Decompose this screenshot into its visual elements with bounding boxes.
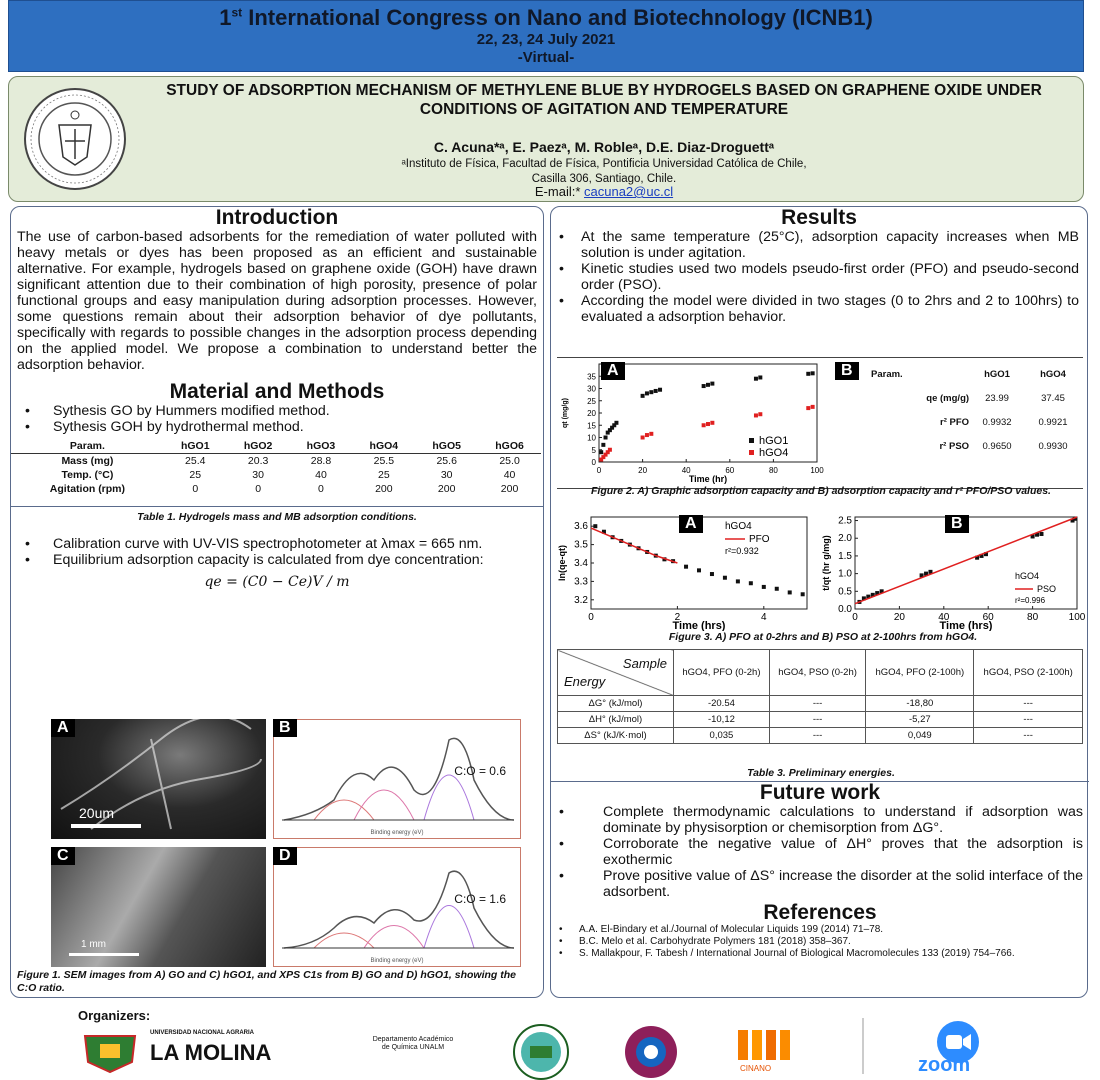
fig2-table-wrap bbox=[831, 358, 1081, 488]
t1-header: hGO3 bbox=[290, 439, 353, 454]
results-bullet-2: • Kinetic studies used two models pseudo-first order (PFO) and pseudo-second order (PSO). bbox=[551, 261, 1087, 293]
fig1-label-a: A bbox=[51, 719, 75, 737]
fig1-label-c: C bbox=[51, 847, 75, 865]
fig2-label-b: B bbox=[835, 362, 859, 380]
legend-label-pfo: PFO bbox=[749, 534, 770, 545]
data-point-hgo4 bbox=[811, 405, 815, 409]
y-tick-label: 25 bbox=[587, 396, 596, 406]
data-point-hgo4 bbox=[710, 421, 714, 425]
fig2-cell: 0.9930 bbox=[1038, 440, 1068, 452]
future-section bbox=[551, 781, 1089, 960]
x-tick-label: 20 bbox=[893, 612, 905, 623]
t1-cell: 200 bbox=[500, 483, 519, 495]
data-point-hgo1 bbox=[706, 383, 710, 387]
data-point-hgo4 bbox=[806, 406, 810, 410]
sem-image-c bbox=[51, 847, 266, 967]
t3-cell: --- bbox=[769, 712, 865, 728]
y-axis-label: ln(qe-qt) bbox=[557, 545, 567, 581]
data-point-hgo1 bbox=[654, 389, 658, 393]
t3-cell: -20.54 bbox=[674, 696, 770, 712]
t3-cell: -5,27 bbox=[866, 712, 974, 728]
figure-1-caption: Figure 1. SEM images from A) GO and C) hGO1, and XPS C1s from B) GO and D) hGO1, showing the C:O ratio. bbox=[17, 969, 517, 994]
fig2-table bbox=[831, 362, 1081, 458]
data-point-hgo1 bbox=[758, 375, 762, 379]
t1-cell: 25.6 bbox=[436, 455, 457, 467]
affiliation-line-1: ᵃInstituto de Física, Facultad de Física, Pontificia Universidad Católica de Chile, bbox=[401, 158, 807, 170]
x-tick-label: 60 bbox=[725, 466, 735, 475]
cinano-label: CINANO bbox=[740, 1064, 772, 1073]
data-point-hgo1 bbox=[599, 450, 603, 454]
intro-text: The use of carbon-based adsorbents for the remediation of water polluted with heavy metals or dyes has been proposed as an efficient and sustainable alternative. For example, hydrogels based on graphene oxide (GOH) have drawn significant attention due to their combination of high porosity, presence of polar functional groups and easy manipulation during adsorption processes. However, some questions remain about their adsorption behavior of dye pollutants, specifically with regards to possible changes in the adsorption process depending on the applied model. We propose a combination to understand better the adsorption behavior. bbox=[17, 229, 537, 373]
y-axis-label: qt (mg/g) bbox=[562, 398, 569, 428]
t1-cell: 0 bbox=[318, 483, 324, 495]
t1-header: hGO5 bbox=[415, 439, 478, 454]
t1-cell: 20.3 bbox=[247, 455, 269, 467]
university-seal-icon bbox=[21, 85, 129, 193]
t1-cell: 200 bbox=[375, 483, 393, 495]
t3-cell: 0,049 bbox=[866, 728, 974, 744]
legend-label-pso: PSO bbox=[1037, 584, 1057, 594]
la-molina-shield-icon bbox=[80, 1034, 140, 1074]
t1-header: hGO1 bbox=[164, 439, 227, 454]
fig2-cell: r² PSO bbox=[939, 440, 970, 452]
t1-cell: Agitation (rpm) bbox=[49, 483, 126, 495]
x-axis-label: Time (hr) bbox=[688, 474, 728, 484]
t1-cell: 0 bbox=[192, 483, 199, 495]
data-point-hgo4 bbox=[706, 422, 710, 426]
t1-cell: 40 bbox=[315, 469, 327, 481]
data-point-hgo4 bbox=[593, 524, 597, 528]
y-tick-label: 5 bbox=[591, 445, 596, 455]
t1-cell: Temp. (°C) bbox=[61, 469, 114, 481]
x-tick-label: 40 bbox=[681, 466, 691, 475]
x-tick-label: 4 bbox=[761, 612, 767, 623]
x-tick-label: 40 bbox=[938, 612, 950, 623]
fig2a-chart bbox=[557, 358, 827, 488]
t1-cell: 40 bbox=[503, 469, 516, 481]
t1-cell: 28.8 bbox=[310, 455, 332, 467]
organizers-footer bbox=[0, 1008, 1100, 1080]
table-row bbox=[831, 434, 1081, 458]
reference-item: • B.C. Melo et al. Carbohydrate Polymers 181 (2018) 358–367. bbox=[551, 936, 1089, 948]
table-row bbox=[11, 482, 541, 496]
legend-label-hgo4: hGO4 bbox=[725, 521, 752, 532]
table-row bbox=[831, 410, 1081, 434]
data-point-hgo1 bbox=[710, 382, 714, 386]
data-point-hgo4 bbox=[608, 448, 612, 452]
t3-cell: --- bbox=[974, 728, 1083, 744]
sem-image-a bbox=[51, 719, 266, 839]
x-tick-label: 60 bbox=[982, 612, 994, 623]
future-bullet-2: • Corroborate the negative value of ΔH° proves that the adsorption is exothermic bbox=[551, 836, 1089, 868]
y-tick-label: 2.5 bbox=[838, 515, 852, 527]
fig3-label-b: B bbox=[945, 515, 969, 533]
left-panel bbox=[10, 206, 544, 998]
t1-header: hGO6 bbox=[478, 439, 541, 454]
data-point-hgo4 bbox=[736, 579, 740, 583]
data-point-hgo4 bbox=[723, 576, 727, 580]
data-point-hgo4 bbox=[801, 592, 805, 596]
email-label: E-mail:* bbox=[534, 184, 585, 199]
r2-label-b: r²=0.996 bbox=[1015, 596, 1046, 605]
t1-cell: 25.4 bbox=[185, 455, 206, 467]
data-point-hgo4 bbox=[762, 585, 766, 589]
xps-curve-b bbox=[274, 720, 520, 838]
data-point-hgo1 bbox=[614, 421, 618, 425]
t3-cell: -18,80 bbox=[866, 696, 974, 712]
legend-marker-hgo1 bbox=[749, 438, 754, 443]
figure-2-caption: Figure 2. A) Graphic adsorption capacity and B) adsorption capacity and r² PFO/PSO values. bbox=[591, 485, 1051, 497]
table-row bbox=[831, 386, 1081, 410]
conference-header bbox=[8, 0, 1084, 72]
x-tick-label: 80 bbox=[768, 466, 778, 475]
data-point-hgo4 bbox=[702, 423, 706, 427]
x-axis-label: Time (hrs) bbox=[939, 620, 993, 631]
data-point-hgo4 bbox=[645, 433, 649, 437]
fig1-label-d: D bbox=[273, 847, 297, 865]
methods-bullet-2: • Sythesis GOH by hydrothermal method. bbox=[11, 419, 543, 435]
affiliation-line-2: Casilla 306, Santiago, Chile. bbox=[531, 173, 677, 185]
fig3-label-a: A bbox=[679, 515, 703, 533]
t1-cell: 25 bbox=[377, 469, 390, 481]
intro-heading: Introduction bbox=[215, 206, 339, 229]
xps-xlabel-b: Binding energy (eV) bbox=[370, 830, 424, 836]
right-panel bbox=[550, 206, 1088, 998]
t3-cell: ΔS° (kJ/K·mol) bbox=[558, 728, 674, 744]
y-tick-label: 15 bbox=[587, 421, 596, 431]
legend-label-hgo4: hGO4 bbox=[759, 447, 789, 459]
scale-bar-a: 20um bbox=[79, 805, 115, 821]
t3-cell: --- bbox=[974, 696, 1083, 712]
y-tick-label: 3.5 bbox=[574, 539, 588, 551]
methods-bullet-4: • Equilibrium adsorption capacity is calculated from dye concentration: bbox=[11, 552, 543, 568]
congress-logo-icon bbox=[622, 1024, 680, 1080]
y-tick-label: 30 bbox=[587, 384, 596, 394]
data-point-hgo1 bbox=[649, 390, 653, 394]
results-bullet-3: • According the model were divided in two stages (0 to 2hrs and 2 to 100hrs) to evaluated a adsorption behavior. bbox=[551, 293, 1087, 325]
t1-cell: 30 bbox=[252, 469, 264, 481]
legend-label-hgo4: hGO4 bbox=[1015, 571, 1040, 581]
table-row bbox=[11, 454, 541, 469]
data-point-hgo4 bbox=[1039, 532, 1043, 536]
la-molina-logo: LA MOLINA bbox=[150, 1040, 272, 1065]
data-point-hgo1 bbox=[811, 371, 815, 375]
data-point-hgo1 bbox=[604, 436, 608, 440]
data-point-hgo4 bbox=[758, 412, 762, 416]
affiliation bbox=[139, 157, 1069, 187]
table-1-caption-wrap bbox=[11, 506, 543, 524]
fig2-th: hGO1 bbox=[984, 368, 1010, 380]
figure-3-caption: Figure 3. A) PFO at 0-2hrs and B) PSO at 2-100hrs from hGO4. bbox=[668, 631, 978, 643]
y-tick-label: 3.6 bbox=[574, 521, 588, 533]
figure-2 bbox=[557, 357, 1083, 489]
x-tick-label: 0 bbox=[596, 466, 602, 475]
y-tick-label: 0 bbox=[591, 458, 596, 467]
zoom-logo: zoom bbox=[918, 1054, 971, 1076]
x-tick-label: 2 bbox=[674, 612, 681, 623]
figure-1 bbox=[51, 719, 521, 967]
fig2-cell: 37.45 bbox=[1041, 392, 1065, 404]
references-heading: References bbox=[763, 901, 877, 924]
data-point-hgo4 bbox=[697, 568, 701, 572]
y-tick-label: 2.0 bbox=[838, 533, 852, 545]
data-point-hgo1 bbox=[658, 388, 662, 392]
chemistry-seal-icon bbox=[504, 1024, 578, 1080]
title-box bbox=[8, 76, 1084, 202]
t3-header: hGO4, PFO (2-100h) bbox=[866, 650, 974, 696]
methods-bullet-3: • Calibration curve with UV-VIS spectrophotometer at λmax = 665 nm. bbox=[11, 536, 543, 552]
xps-xlabel-d: Binding energy (eV) bbox=[370, 958, 424, 964]
t1-header: Param. bbox=[11, 439, 164, 454]
table-3-caption: Table 3. Preliminary energies. bbox=[747, 767, 895, 779]
data-point-hgo1 bbox=[645, 391, 649, 395]
data-point-hgo4 bbox=[754, 413, 758, 417]
y-tick-label: 3.2 bbox=[574, 594, 588, 606]
email-line bbox=[139, 184, 1069, 199]
t3-cell: -10,12 bbox=[674, 712, 770, 728]
y-axis-label: t/qt (hr g/mg) bbox=[821, 535, 831, 591]
methods-bullet-1: • Sythesis GO by Hummers modified method. bbox=[11, 403, 543, 419]
t3-cell: ΔH° (kJ/mol) bbox=[558, 712, 674, 728]
t1-header: hGO2 bbox=[227, 439, 290, 454]
fig2-cell: 23.99 bbox=[985, 392, 1009, 404]
co-ratio-b: C:O = 0.6 bbox=[454, 764, 506, 778]
data-point-hgo1 bbox=[641, 394, 645, 398]
table-row bbox=[558, 728, 1083, 744]
authors: C. Acuna*ᵃ, E. Paezᵃ, M. Robleᵃ, D.E. Diaz-Droguettᵃ bbox=[433, 139, 775, 155]
figure-3 bbox=[555, 511, 1085, 635]
t3-corner bbox=[558, 650, 674, 696]
y-tick-label: 35 bbox=[587, 372, 596, 382]
xps-plot-b bbox=[273, 719, 521, 839]
footer-divider bbox=[862, 1018, 864, 1074]
table-1-caption: Table 1. Hydrogels mass and MB adsorption conditions. bbox=[137, 511, 417, 523]
y-tick-label: 1.0 bbox=[838, 568, 852, 580]
t1-header: hGO4 bbox=[352, 439, 415, 454]
x-tick-label: 100 bbox=[1068, 612, 1085, 623]
t3-header: hGO4, PFO (0-2h) bbox=[674, 650, 770, 696]
fig2-cell: r² PFO bbox=[940, 416, 970, 428]
xps-curve-d bbox=[274, 848, 520, 966]
data-point-hgo4 bbox=[649, 432, 653, 436]
fig2-th: Param. bbox=[871, 368, 903, 380]
t3-header: hGO4, PSO (0-2h) bbox=[769, 650, 865, 696]
data-point-hgo1 bbox=[702, 384, 706, 388]
data-point-hgo4 bbox=[641, 436, 645, 440]
t3-header: hGO4, PSO (2-100h) bbox=[974, 650, 1083, 696]
y-tick-label: 1.5 bbox=[838, 550, 852, 562]
y-tick-label: 0.0 bbox=[838, 604, 852, 615]
x-tick-label: 0 bbox=[588, 612, 594, 623]
t3-cell: --- bbox=[974, 712, 1083, 728]
y-tick-label: 20 bbox=[587, 409, 596, 418]
scale-bar-c: 1 mm bbox=[81, 939, 106, 950]
x-tick-label: 20 bbox=[638, 466, 648, 475]
data-point-hgo1 bbox=[601, 443, 605, 447]
table-row bbox=[558, 696, 1083, 712]
data-point-hgo1 bbox=[806, 372, 810, 376]
x-tick-label: 0 bbox=[852, 612, 858, 623]
results-heading: Results bbox=[781, 206, 857, 229]
y-tick-label: 0.5 bbox=[838, 586, 852, 598]
legend-marker-hgo4 bbox=[749, 450, 754, 455]
reference-item: • A.A. El-Bindary et al./Journal of Molecular Liquids 199 (2014) 71–78. bbox=[551, 924, 1089, 936]
data-point-hgo4 bbox=[788, 590, 792, 594]
conference-title bbox=[9, 5, 1083, 31]
t3-cell: --- bbox=[769, 696, 865, 712]
xps-plot-d bbox=[273, 847, 521, 967]
la-molina-univ: UNIVERSIDAD NACIONAL AGRARIA bbox=[150, 1030, 255, 1036]
t3-corner-bottom: Energy bbox=[564, 674, 606, 689]
y-tick-label: 10 bbox=[587, 433, 596, 443]
t1-cell: 25.0 bbox=[499, 455, 520, 467]
data-point-hgo1 bbox=[754, 377, 758, 381]
conf-sup: st bbox=[231, 5, 243, 20]
fig2-cell: 0.9932 bbox=[982, 416, 1012, 428]
t1-cell: 0 bbox=[255, 483, 262, 495]
table-1 bbox=[11, 439, 541, 496]
dept-logo: Departamento Académico de Química UNALM bbox=[372, 1036, 454, 1051]
x-axis-label: Time (hrs) bbox=[672, 620, 726, 631]
t3-cell: ΔG° (kJ/mol) bbox=[558, 696, 674, 712]
x-tick-label: 100 bbox=[810, 466, 824, 475]
fig2-label-a: A bbox=[601, 362, 625, 380]
organizers-label: Organizers: bbox=[78, 1008, 151, 1023]
poster-title: STUDY OF ADSORPTION MECHANISM OF METHYLENE BLUE BY HYDROGELS BASED ON GRAPHENE OXIDE UNDER CONDITIONS OF AGITATION AND TEMPERATURE bbox=[166, 82, 1042, 118]
data-point-hgo4 bbox=[710, 572, 714, 576]
fig2-th: hGO4 bbox=[1040, 368, 1066, 380]
fig2-cell: 0.9921 bbox=[1038, 416, 1068, 428]
fig2-cell: qe (mg/g) bbox=[926, 392, 970, 404]
data-point-hgo4 bbox=[749, 581, 753, 585]
sem-texture-a bbox=[51, 719, 266, 839]
conf-name: International Congress on Nano and Biotechnology (ICNB1) bbox=[242, 5, 873, 30]
y-tick-label: 3.3 bbox=[574, 576, 588, 588]
fig1-label-b: B bbox=[273, 719, 297, 737]
table-row bbox=[558, 712, 1083, 728]
future-heading: Future work bbox=[759, 781, 881, 804]
email-link[interactable]: cacuna2@uc.cl bbox=[584, 184, 674, 199]
future-bullet-1: • Complete thermodynamic calculations to understand if adsorption was dominate by physisorption or chemisorption from ΔG°. bbox=[551, 804, 1089, 836]
y-tick-label: 3.4 bbox=[574, 558, 588, 569]
co-ratio-d: C:O = 1.6 bbox=[454, 892, 506, 906]
t3-cell: 0,035 bbox=[674, 728, 770, 744]
t1-cell: 30 bbox=[440, 469, 453, 481]
t1-cell: 200 bbox=[437, 483, 456, 495]
data-point-hgo4 bbox=[775, 587, 779, 591]
fig2-cell: 0.9650 bbox=[982, 440, 1012, 452]
t1-cell: 25.5 bbox=[373, 455, 395, 467]
x-tick-label: 80 bbox=[1027, 612, 1039, 623]
t3-cell: --- bbox=[769, 728, 865, 744]
equation: qe = (C0 − Ce)V / m bbox=[204, 574, 350, 590]
table-3 bbox=[557, 649, 1083, 744]
table-row bbox=[11, 468, 541, 482]
future-bullet-3: • Prove positive value of ΔS° increase the disorder at the solid interface of the adsorbent. bbox=[551, 868, 1089, 900]
data-point-hgo4 bbox=[684, 565, 688, 569]
conference-dates: 22, 23, 24 July 2021 bbox=[476, 31, 616, 48]
cinano-logo-icon bbox=[734, 1026, 800, 1066]
t1-cell: Mass (mg) bbox=[61, 455, 114, 467]
methods-heading: Material and Methods bbox=[169, 380, 385, 403]
conference-mode: -Virtual- bbox=[517, 49, 575, 66]
legend-label-hgo1: hGO1 bbox=[759, 435, 789, 447]
r2-label-a: r²=0.932 bbox=[725, 546, 759, 556]
t1-cell: 25 bbox=[189, 469, 202, 481]
reference-item: • S. Mallakpour, F. Tabesh / International Journal of Biological Macromolecules 133 (2019) 754–766. bbox=[551, 948, 1089, 960]
results-bullet-1: • At the same temperature (25°C), adsorption capacity increases when MB solution is under agitation. bbox=[551, 229, 1087, 261]
t3-corner-top: Sample bbox=[622, 656, 667, 671]
conf-num: 1 bbox=[219, 5, 232, 30]
